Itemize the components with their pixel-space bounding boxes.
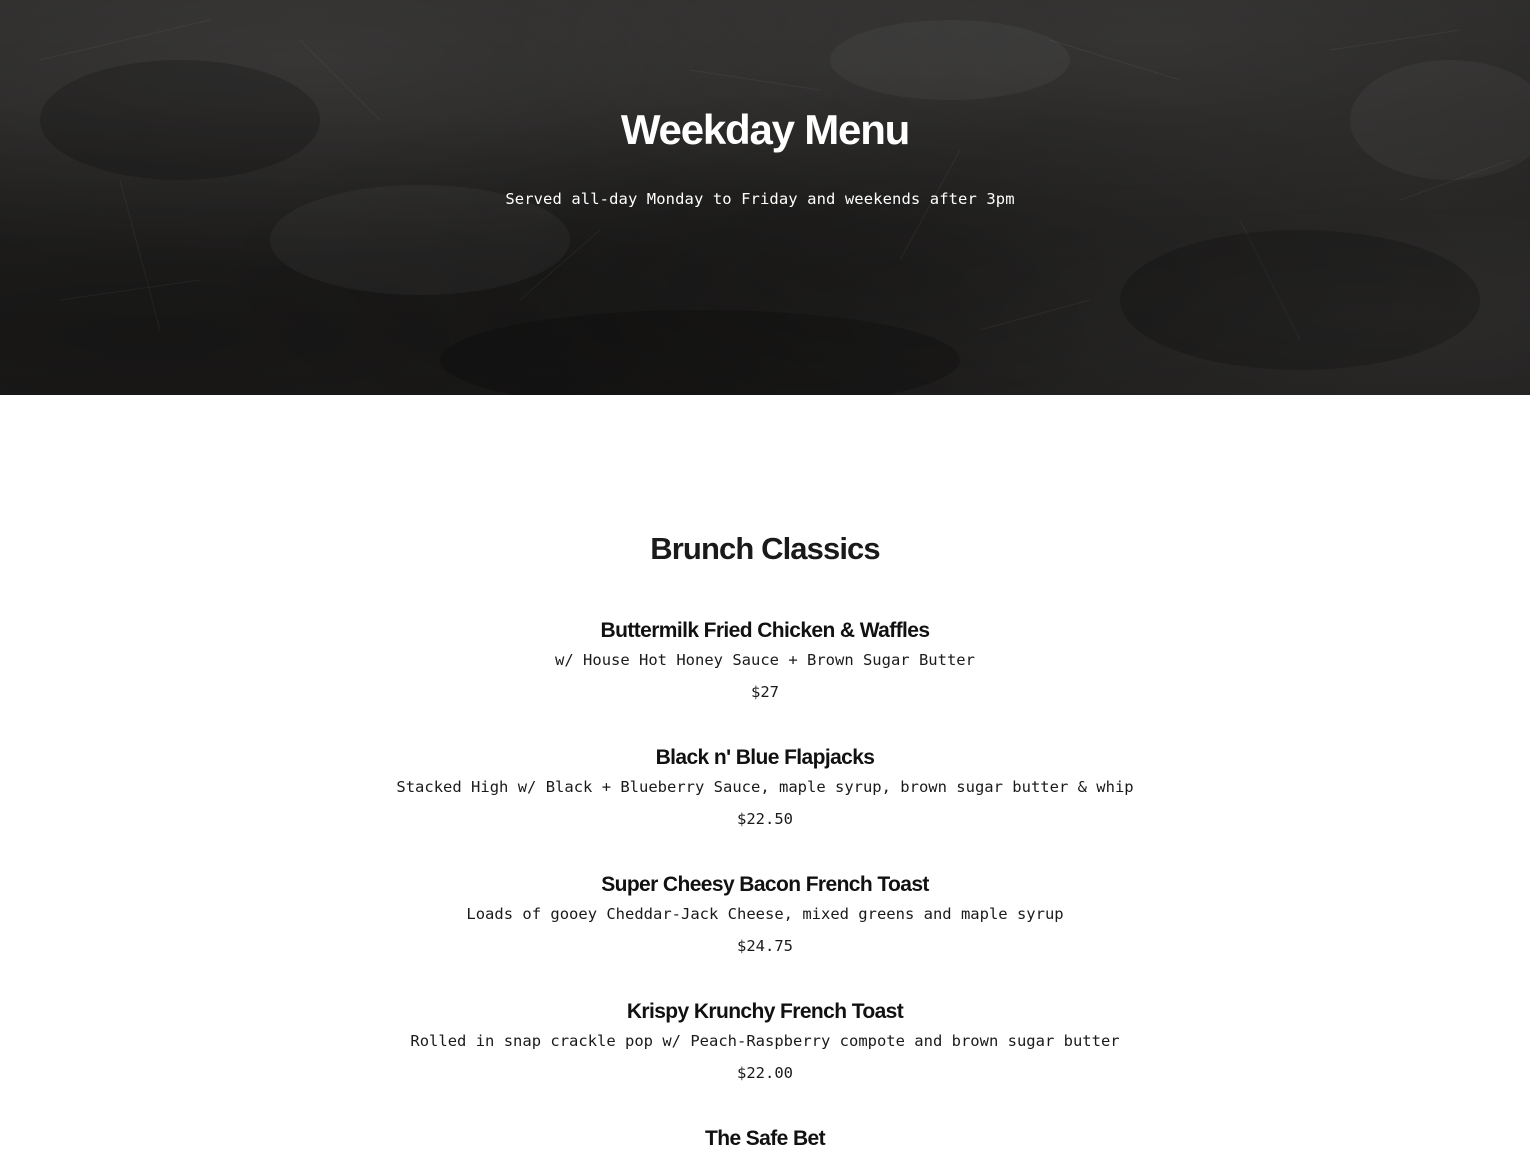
menu-item-price: $24.75 bbox=[737, 937, 793, 955]
menu-item bbox=[0, 998, 1530, 1098]
menu-item-description: Stacked High w/ Black + Blueberry Sauce, maple syrup, brown sugar butter & whip bbox=[396, 778, 1134, 796]
menu-item-name: Buttermilk Fried Chicken & Waffles bbox=[600, 619, 930, 642]
hero-banner bbox=[0, 0, 1530, 395]
menu-item-name: The Safe Bet bbox=[705, 1127, 825, 1150]
section-title: Brunch Classics bbox=[650, 531, 880, 566]
menu-item-name: Krispy Krunchy French Toast bbox=[626, 1000, 904, 1023]
menu-item-price: $22.50 bbox=[737, 810, 793, 828]
menu-item bbox=[0, 1125, 1530, 1161]
menu-item-price: $22.00 bbox=[737, 1064, 793, 1082]
menu-subtitle: Served all-day Monday to Friday and weekends after 3pm bbox=[505, 190, 1015, 208]
menu-item-description: w/ House Hot Honey Sauce + Brown Sugar Butter bbox=[555, 651, 975, 669]
menu-item bbox=[0, 617, 1530, 717]
menu-item bbox=[0, 871, 1530, 971]
page-title: Weekday Menu bbox=[620, 106, 910, 153]
menu-item-price: $27 bbox=[751, 683, 779, 701]
menu-item-description: Rolled in snap crackle pop w/ Peach-Raspberry compote and brown sugar butter bbox=[410, 1032, 1120, 1050]
menu-item bbox=[0, 744, 1530, 844]
menu-item-name: Black n' Blue Flapjacks bbox=[655, 746, 875, 769]
menu-item-description: Loads of gooey Cheddar-Jack Cheese, mixed greens and maple syrup bbox=[466, 905, 1064, 923]
menu-item-name: Super Cheesy Bacon French Toast bbox=[601, 873, 929, 896]
